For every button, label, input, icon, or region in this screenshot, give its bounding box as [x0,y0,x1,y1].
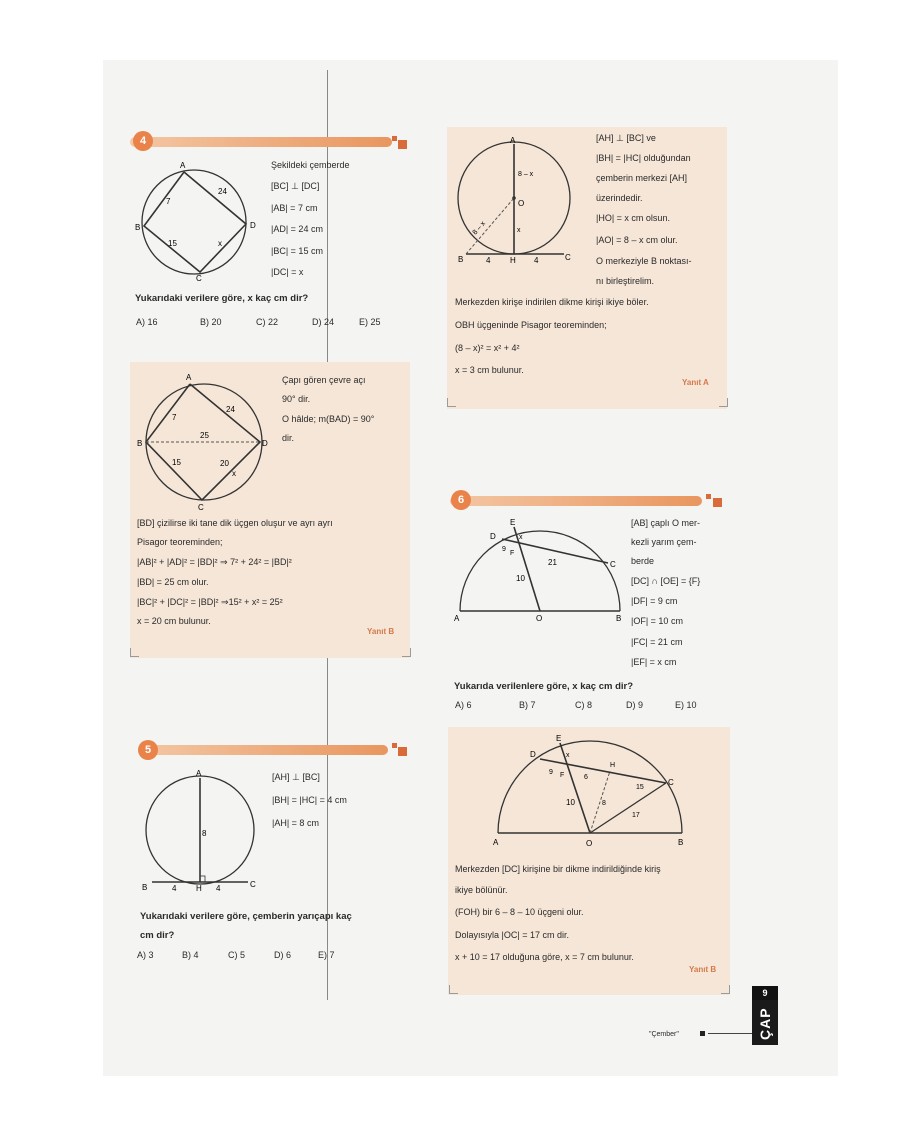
sol4-side-3: dir. [282,433,295,443]
q5-header-bar [138,745,388,755]
q4-solution-figure [134,370,280,512]
q4-label-c: C [196,274,202,283]
q5-option-b[interactable]: B) 4 [182,950,199,960]
q4-option-e[interactable]: E) 25 [359,317,381,327]
q4-len-dc: x [218,239,222,248]
sol5-line-2: (8 – x)² = x² + 4² [455,343,520,353]
q4-figure [132,158,262,283]
q6-option-b[interactable]: B) 7 [519,700,536,710]
q5-question-0: Yukarıdaki verilere göre, çemberin yarıçapı kaç [140,911,352,922]
q5-given-1: |BH| = |HC| = 4 cm [272,795,347,805]
q5-deco-square [398,747,407,756]
q4-option-a[interactable]: A) 16 [136,317,158,327]
sol6-len-hc: 15 [636,784,644,791]
q5-label-b: B [142,883,148,892]
q6-deco-square-small [706,494,711,499]
sol6-bracket-right [721,985,730,994]
q6-option-d[interactable]: D) 9 [626,700,644,710]
q6-len-fc: 21 [548,558,557,567]
sol5-len-bh: 4 [486,256,491,265]
sol4-bracket-right [402,648,411,657]
q6-deco-square [713,498,722,507]
q4-given-4: |BC| = 15 cm [271,246,323,256]
sol4-line-2: |AB|² + |AD|² = |BD|² ⇒ 7² + 24² = |BD|² [137,557,292,567]
sol5-answer: Yanıt A [682,378,709,387]
q6-len-of: 10 [516,574,525,583]
q4-given-2: |AB| = 7 cm [271,203,318,213]
sol6-label-c: C [668,778,674,787]
q4-len-ab: 7 [166,197,171,206]
sol6-len-oc: 17 [632,812,640,819]
footer-rule [708,1033,752,1034]
q4-len-bc: 15 [168,239,177,248]
q4-given-1: [BC] ⊥ [DC] [271,181,320,191]
q5-len-ah: 8 [202,829,207,838]
sol6-line-2: (FOH) bir 6 – 8 – 10 üçgeni olur. [455,907,584,917]
sol5-side-4: |HO| = x cm olsun. [596,213,670,223]
sol6-len-of: 10 [566,798,575,807]
q6-label-c: C [610,560,616,569]
sol4-len-ab: 7 [172,413,177,422]
q5-option-e[interactable]: E) 7 [318,950,335,960]
sol6-answer: Yanıt B [689,965,717,974]
q6-given-4: |DF| = 9 cm [631,596,678,606]
q6-figure [452,517,628,627]
sol5-side-6: O merkeziyle B noktası- [596,256,692,266]
q5-figure [136,770,266,895]
sol5-side-1: |BH| = |HC| olduğundan [596,153,691,163]
q6-given-2: berde [631,556,655,566]
q6-label-a: A [454,614,460,623]
q6-label-e: E [510,518,516,527]
sol6-x: x [566,752,570,759]
sol4-side-2: O hâlde; m(BAD) = 90° [282,414,375,424]
sol5-label-c: C [565,253,571,262]
footer-topic: "Çember" [649,1031,679,1038]
footer-square-icon [700,1031,705,1036]
q5-option-d[interactable]: D) 6 [274,950,292,960]
sol4-label-d: D [262,439,268,448]
q4-option-d[interactable]: D) 24 [312,317,335,327]
page-number: 9 [752,986,778,1000]
q6-solution-figure [488,733,698,853]
sol5-line-3: x = 3 cm bulunur. [455,365,524,375]
q5-label-a: A [196,770,202,778]
q4-given-0: Şekildeki çemberde [271,160,350,170]
q5-label-h: H [196,884,202,893]
sol6-label-b: B [678,838,684,847]
sol5-label-a: A [510,136,516,145]
sol6-label-e: E [556,734,562,743]
q5-len-hc: 4 [216,884,221,893]
sol6-len-oh: 8 [602,800,606,807]
q4-question: Yukarıdaki verilere göre, x kaç cm dir? [135,293,309,304]
sol6-label-o: O [586,839,593,848]
q4-label-d: D [250,221,256,230]
q6-given-6: |FC| = 21 cm [631,637,683,647]
sol5-line-0: Merkezden kirişe indirilen dikme kirişi ikiye böler. [455,297,649,307]
q4-header-bar [130,137,392,147]
sol6-line-3: Dolayısıyla |OC| = 17 cm dir. [455,930,569,940]
q6-label-b: B [616,614,622,623]
q5-solution-figure [450,136,582,266]
sol4-answer: Yanıt B [367,627,395,636]
sol4-line-0: [BD] çizilirse iki tane dik üçgen oluşur ve ayrı ayrı [137,518,333,528]
sol4-label-b: B [137,439,143,448]
sol4-line-4: |BC|² + |DC|² = |BD|² ⇒15² + x² = 25² [137,597,283,607]
q6-given-3: [DC] ∩ [OE] = {F} [631,576,701,586]
sol6-line-4: x + 10 = 17 olduğuna göre, x = 7 cm bulunur. [455,952,634,962]
sol6-label-a: A [493,838,499,847]
sol6-len-fh: 6 [584,774,588,781]
sol4-len-bd: 25 [200,431,209,440]
sol4-label-a: A [186,373,192,382]
sol4-line-1: Pisagor teoreminden; [137,537,223,547]
q6-option-c[interactable]: C) 8 [575,700,593,710]
sol6-label-f: F [560,772,565,779]
q6-len-df: 9 [502,546,506,553]
sol5-side-5: |AO| = 8 – x cm olur. [596,235,678,245]
sol5-label-o: O [518,199,525,208]
q4-deco-square [398,140,407,149]
sol5-label-h: H [510,256,516,265]
q4-label-b: B [135,223,141,232]
q6-given-7: |EF| = x cm [631,657,677,667]
q4-len-ad: 24 [218,187,227,196]
sol4-side-0: Çapı gören çevre açı [282,375,366,385]
chapter-tab-label: ÇAP [757,1007,773,1040]
q6-label-o: O [536,614,543,623]
sol5-side-2: çemberin merkezi [AH] [596,173,688,183]
q5-question-1: cm dir? [140,930,175,941]
q4-label-a: A [180,161,186,170]
q6-label-f: F [510,550,515,557]
q6-header-bar [450,496,702,506]
sol4-bracket-left [130,648,139,657]
sol5-side-3: üzerindedir. [596,193,643,203]
q5-number-badge: 5 [138,740,158,760]
q4-given-3: |AD| = 24 cm [271,224,323,234]
sol4-len-dc: 20 [220,459,229,468]
q4-number-badge: 4 [133,131,153,151]
q5-deco-square-small [392,743,397,748]
sol4-line-3: |BD| = 25 cm olur. [137,577,209,587]
q5-option-a[interactable]: A) 3 [137,950,154,960]
sol4-len-bc: 15 [172,458,181,467]
q6-x: x [519,534,523,541]
q4-deco-square-small [392,136,397,141]
sol5-x: x [517,227,521,234]
sol6-label-d: D [530,750,536,759]
q6-given-5: |OF| = 10 cm [631,616,683,626]
q5-given-0: [AH] ⊥ [BC] [272,772,320,782]
sol5-len-bo: 8 – x [471,220,487,237]
sol5-label-b: B [458,255,464,264]
q6-option-a[interactable]: A) 6 [455,700,472,710]
sol4-x: x [232,469,236,478]
sol5-bracket-right [719,398,728,407]
sol5-bracket-left [447,398,456,407]
q4-option-c[interactable]: C) 22 [256,317,279,327]
q5-len-bh: 4 [172,884,177,893]
sol5-side-0: [AH] ⊥ [BC] ve [596,133,656,143]
sol6-line-0: Merkezden [DC] kirişine bir dikme indirildiğinde kiriş [455,864,661,874]
q4-given-5: |DC| = x [271,267,304,277]
sol4-len-ad: 24 [226,405,235,414]
sol6-label-h: H [610,762,616,769]
sol6-bracket-left [449,985,458,994]
q6-given-0: [AB] çaplı O mer- [631,518,701,528]
sol6-len-df: 9 [549,769,553,776]
q5-label-c: C [250,880,256,889]
q5-given-2: |AH| = 8 cm [272,818,319,828]
sol5-line-1: OBH üçgeninde Pisagor teoreminden; [455,320,607,330]
sol5-len-ao: 8 – x [518,171,534,178]
sol4-line-5: x = 20 cm bulunur. [137,616,211,626]
q6-option-e[interactable]: E) 10 [675,700,697,710]
q6-number-badge: 6 [451,490,471,510]
sol4-label-c: C [198,503,204,512]
sol6-line-1: ikiye bölünür. [455,885,508,895]
sol5-len-hc: 4 [534,256,539,265]
q5-option-c[interactable]: C) 5 [228,950,246,960]
q6-given-1: kezli yarım çem- [631,537,697,547]
q6-label-d: D [490,532,496,541]
sol5-side-7: nı birleştirelim. [596,276,655,286]
sol4-side-1: 90° dir. [282,394,311,404]
q4-option-b[interactable]: B) 20 [200,317,222,327]
q6-question: Yukarıda verilenlere göre, x kaç cm dir? [454,681,634,692]
